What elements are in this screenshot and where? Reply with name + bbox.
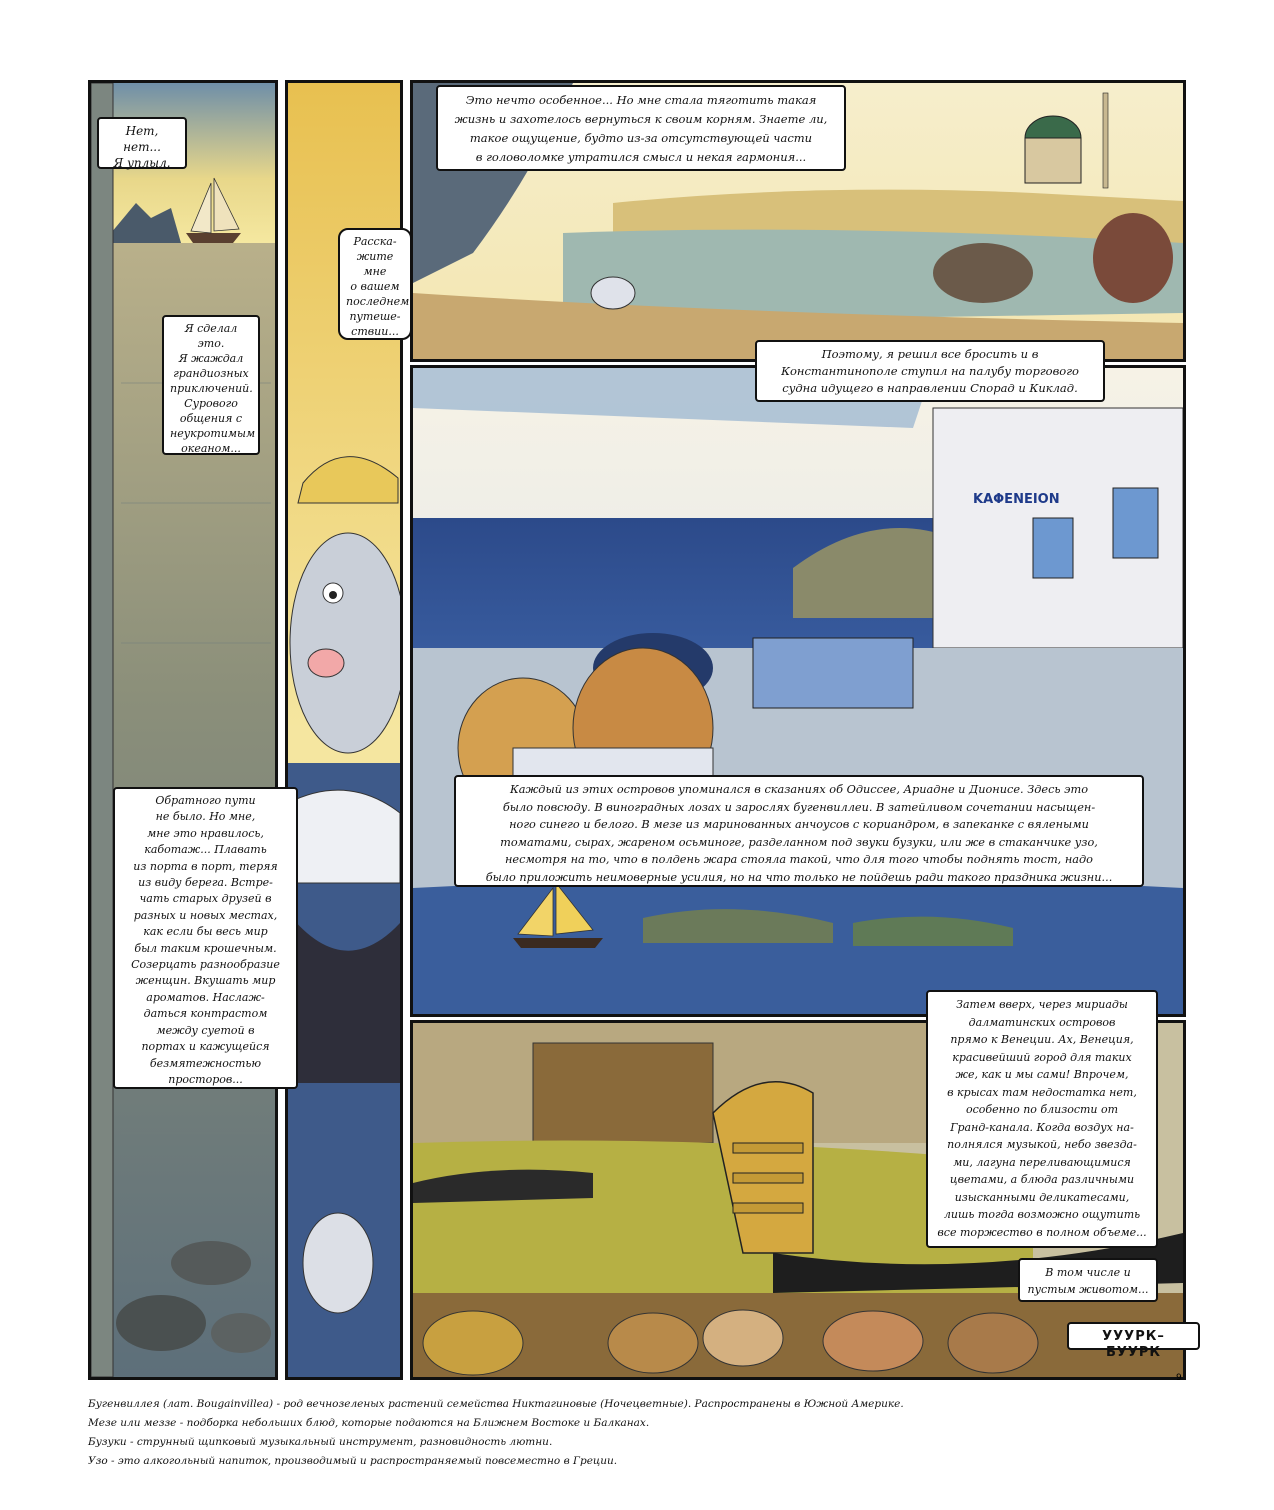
caption-constantinople: Поэтому, я решил все бросить и в Константинополе ступил на палубу торгового судна идущего в направлении Спорад и Киклад.	[755, 340, 1105, 402]
footnote-bougainvillea: Бугенвиллея (лат. Bougainvillea) - род вечнозеленых растений семейства Никтагиновые (Ночецветные). Распространены в Южной Америке.	[88, 1398, 904, 1410]
cafe-sign: ΚΑΦΕΝΕΙΟΝ	[973, 492, 1060, 507]
caption-no-way-back: Обратного пути не было. Но мне, мне это нравилось, каботаж... Плавать из порта в порт, теряя из виду берега. Встре- чать старых друзей в разных и новых местах, как если бы весь мир был таким крошечным. Созерцать разнообразие женщин. Вкушать мир ароматов. Наслаж- даться контрастом между суетой в портах и кажущейся безмятежностью просторов...	[113, 787, 298, 1089]
caption-no-i-sailed: Нет, нет... Я уплыл.	[97, 117, 187, 169]
caption-empty-stomach: В том числе и пустым животом...	[1018, 1258, 1158, 1302]
caption-islands: Каждый из этих островов упоминался в сказаниях об Одиссее, Ариадне и Дионисе. Здесь это было повсюду. В виноградных лозах и зарослях бугенвиллеи. В затейливом сочетании насыщен- ного синего и белого. В мезе из маринованных анчоусов с кориандром, в запеканке с вялеными томатами, сырах, жареном осьминоге, разделанном под звуки бузуки, или же в стаканчике узо, несмотря на то, что в полдень жара стояла такой, что для того чтобы поднять тост, надо было приложить неимоверные усилия, но на что только не пойдешь ради такого праздника жизни...	[454, 775, 1144, 887]
footnotes	[88, 1395, 1188, 1471]
caption-something-special: Это нечто особенное... Но мне стала тяготить такая жизнь и захотелось вернуться к своим корням. Знаете ли, такое ощущение, будто из-за отсутствующей части в головоломке утратился смысл и некая гармония...	[436, 85, 846, 171]
sound-effect-stomach: УУУРК–БУУРК	[1067, 1322, 1200, 1350]
caption-i-did-it: Я сделал это. Я жаждал грандиозных приключений. Сурового общения с неукротимым океаном...	[162, 315, 260, 455]
sea-illustration	[91, 83, 275, 1377]
caption-tell-me-about-trip: Расска- жите мне о вашем последнем путеше- ствии...	[338, 228, 412, 340]
footnote-bouzouki: Бузуки - струнный щипковый музыкальный инструмент, разновидность лютни.	[88, 1436, 553, 1448]
caption-venice: Затем вверх, через мириады далматинских островов прямо к Венеции. Ах, Венеция, красивейший город для таких же, как и мы сами! Впрочем, в крысах там недостатка нет, особенно по близости от Гранд-канала. Когда воздух на- полнялся музыкой, небо звезда- ми, лагуна переливающимися цветами, а блюда различными изысканными деликатесами, лишь тогда возможно ощутить все торжество в полном объеме...	[926, 990, 1158, 1248]
footnote-meze: Мезе или меззе - подборка небольших блюд, которые подаются на Ближнем Востоке и Балканах.	[88, 1417, 650, 1429]
cafe-illustration	[413, 368, 1183, 1014]
panel-greek-cafe	[410, 365, 1186, 1017]
footnote-ouzo: Узо - это алкогольный напиток, производимый и распространяемый повсеместно в Греции.	[88, 1455, 618, 1467]
panel-sea-left	[88, 80, 278, 1380]
page-number: 9	[1176, 1373, 1182, 1383]
